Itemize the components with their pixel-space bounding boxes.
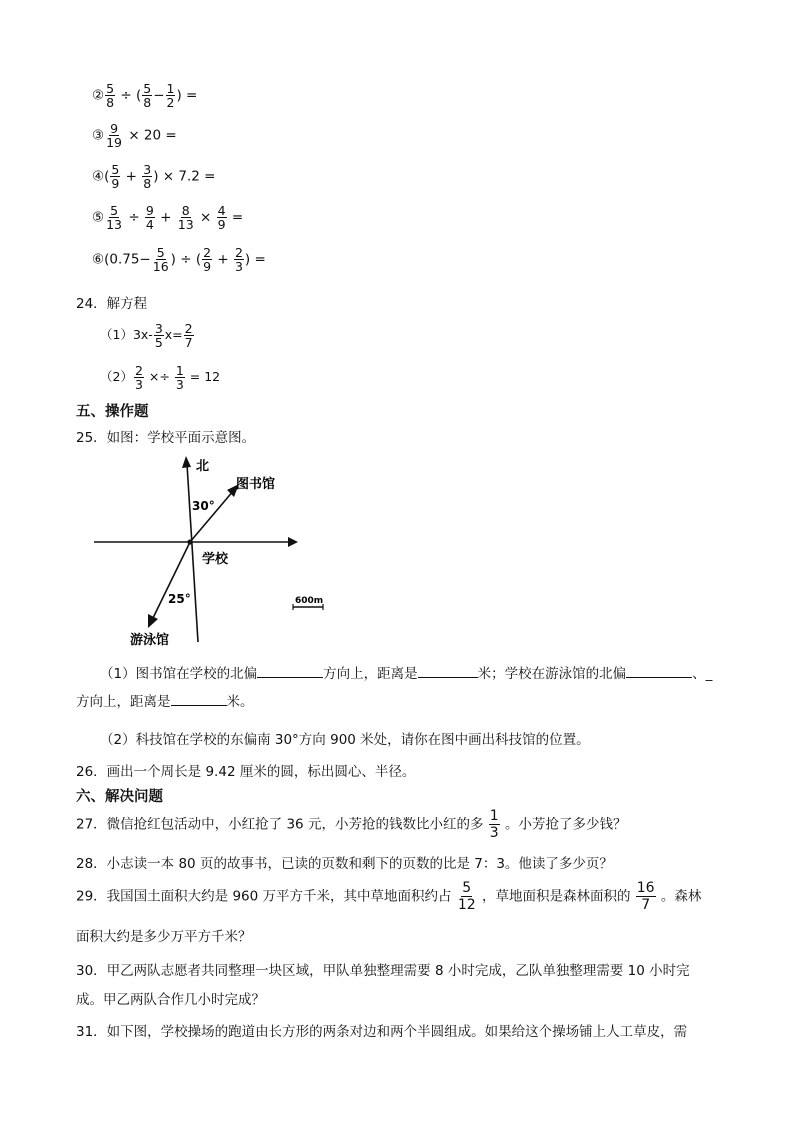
calc-item-6 <box>92 246 266 273</box>
question-25-title <box>76 426 255 446</box>
denominator: 12 <box>457 897 476 913</box>
operator: ÷ <box>128 209 140 226</box>
section-title: 六、解决问题 <box>76 789 163 805</box>
question-text: ，草地面积是森林面积的 <box>481 888 631 905</box>
north-south-axis <box>187 464 198 642</box>
calc-item-3 <box>92 122 177 149</box>
operator: (0.75− <box>104 251 151 268</box>
numerator: 2 <box>184 321 193 336</box>
section-title: 五、操作题 <box>76 404 149 420</box>
question-text: 28．小志读一本 80 页的故事书，已读的页数和剩下的页数的比是 7：3。他读了多少页？ <box>76 856 613 872</box>
numerator: 2 <box>134 363 143 378</box>
school-point <box>187 539 192 544</box>
question-text: （2）科技馆在学校的东偏南 30°方向 900 米处，请你在图中画出科技馆的位置。 <box>100 732 590 748</box>
question-text: 米；学校在游泳馆的北偏 <box>477 666 627 682</box>
question-text: 。森林 <box>660 888 702 905</box>
question-text: 30．甲乙两队志愿者共同整理一块区域，甲队单独整理需要 8 小时完成，乙队单独整理需要 10 小时完 <box>76 963 690 979</box>
numerator: 5 <box>462 880 472 896</box>
question-text: 24．解方程 <box>76 296 148 312</box>
question-text: 方向上，距离是 <box>323 666 418 682</box>
fraction <box>145 204 155 231</box>
denominator: 3 <box>134 377 143 392</box>
numerator: 5 <box>110 203 119 218</box>
item-number: ⑤ <box>92 209 105 226</box>
question-text: 面积大约是多少万平方千米？ <box>76 929 252 945</box>
operator: + <box>125 168 137 185</box>
numerator: 16 <box>636 880 655 896</box>
calc-item-2 <box>92 82 197 109</box>
denominator: 8 <box>143 95 152 110</box>
fraction <box>489 808 500 841</box>
numerator: 1 <box>166 81 175 96</box>
item-number: ③ <box>92 127 105 144</box>
denominator: 7 <box>641 897 651 913</box>
fraction <box>105 122 123 149</box>
fraction <box>184 322 194 349</box>
operator: ) × 7.2 = <box>153 168 216 185</box>
fraction <box>105 82 115 109</box>
angle-25-label: 25° <box>168 592 191 606</box>
denominator: 3 <box>175 377 184 392</box>
fraction <box>110 163 120 190</box>
denominator: 8 <box>106 95 115 110</box>
question-text: 成。甲乙两队合作几小时完成？ <box>76 992 265 1008</box>
operator: ) ÷ ( <box>170 251 202 268</box>
question-31 <box>76 1020 687 1040</box>
calc-item-5 <box>92 204 243 231</box>
fraction <box>152 246 170 273</box>
answer-blank[interactable] <box>418 663 478 678</box>
fraction <box>134 364 144 391</box>
operator: = 12 <box>189 369 221 384</box>
fraction <box>177 204 195 231</box>
operator: × <box>199 209 212 226</box>
fraction <box>175 364 185 391</box>
equation-2 <box>100 364 220 391</box>
answer-blank[interactable] <box>171 691 227 706</box>
question-30-line-1 <box>76 959 690 979</box>
denominator: 9 <box>111 176 120 191</box>
equation-label: （1）3x- <box>100 327 153 342</box>
question-text: 米。 <box>226 694 254 710</box>
numerator: 1 <box>175 363 184 378</box>
equation-1 <box>100 322 195 349</box>
question-text: 。小芳抢了多少钱？ <box>504 816 627 833</box>
question-29-line-2 <box>76 925 252 945</box>
denominator: 9 <box>217 217 226 232</box>
numerator: 9 <box>145 203 154 218</box>
school-label: 学校 <box>202 552 229 567</box>
numerator: 5 <box>106 81 115 96</box>
pool-label: 游泳馆 <box>130 633 170 648</box>
numerator: 5 <box>143 81 152 96</box>
east-arrowhead <box>288 537 298 547</box>
library-direction-line <box>190 490 234 542</box>
operator: × 20 = <box>128 127 177 144</box>
question-text: 31．如下图，学校操场的跑道由长方形的两条对边和两个半圆组成。如果给这个操场铺上人工草皮，需 <box>76 1024 688 1040</box>
pool-direction-line <box>152 542 190 620</box>
denominator: 5 <box>154 335 163 350</box>
operator: ) = <box>176 87 198 104</box>
numerator: 9 <box>110 121 119 136</box>
answer-blank[interactable] <box>257 663 323 678</box>
operator: ) = <box>244 251 266 268</box>
operator: ( <box>104 168 110 185</box>
item-number: ② <box>92 87 105 104</box>
fraction <box>457 880 477 913</box>
angle-30-label: 30° <box>192 499 215 513</box>
numerator: 2 <box>234 245 243 260</box>
question-text: 、_ <box>692 666 713 682</box>
fraction <box>142 82 152 109</box>
denominator: 13 <box>177 217 194 232</box>
fraction <box>217 204 227 231</box>
denominator: 3 <box>489 825 499 841</box>
item-number: ④ <box>92 168 105 185</box>
question-28 <box>76 852 613 872</box>
numerator: 8 <box>181 203 190 218</box>
question-26 <box>76 760 415 780</box>
equation-label: （2） <box>100 369 133 384</box>
numerator: 3 <box>143 162 152 177</box>
question-29-line-1 <box>76 880 701 913</box>
operator: x= <box>164 327 183 342</box>
denominator: 19 <box>106 135 123 150</box>
question-text: 26．画出一个周长是 9.42 厘米的圆，标出圆心、半径。 <box>76 764 416 780</box>
north-label: 北 <box>196 459 210 474</box>
fraction <box>202 246 212 273</box>
question-text: 方向上，距离是 <box>76 694 171 710</box>
calc-item-4 <box>92 163 215 190</box>
answer-blank[interactable] <box>626 663 692 678</box>
question-25-part-2 <box>100 728 590 748</box>
operator: ×÷ <box>148 369 170 384</box>
denominator: 3 <box>234 259 243 274</box>
numerator: 5 <box>111 162 120 177</box>
operator: − <box>153 87 165 104</box>
question-text: 27．微信抢红包活动中，小红抢了 36 元，小芳抢的钱数比小红的多 <box>76 816 484 833</box>
operator: + <box>160 209 172 226</box>
denominator: 7 <box>184 335 193 350</box>
denominator: 16 <box>152 259 169 274</box>
numerator: 3 <box>154 321 163 336</box>
question-text: 25．如图：学校平面示意图。 <box>76 430 256 446</box>
question-30-line-2 <box>76 988 265 1008</box>
question-25-part-1 <box>76 660 756 716</box>
library-label: 图书馆 <box>236 477 276 492</box>
question-27 <box>76 808 626 841</box>
denominator: 9 <box>203 259 212 274</box>
pool-arrowhead <box>148 614 158 628</box>
north-arrowhead <box>182 456 191 468</box>
question-24-title <box>76 292 147 312</box>
item-number: ⑥ <box>92 251 105 268</box>
denominator: 2 <box>166 95 175 110</box>
denominator: 4 <box>145 217 154 232</box>
question-text: 29．我国国土面积大约是 960 万平方千米，其中草地面积约占 <box>76 888 452 905</box>
denominator: 13 <box>106 217 123 232</box>
operator: = <box>231 209 244 226</box>
section-heading-5 <box>76 400 149 421</box>
scale-label: 600m <box>295 596 324 606</box>
fraction <box>234 246 244 273</box>
numerator: 2 <box>203 245 212 260</box>
numerator: 5 <box>156 245 165 260</box>
section-heading-6 <box>76 785 163 806</box>
fraction <box>154 322 164 349</box>
numerator: 1 <box>489 808 499 824</box>
fraction <box>166 82 176 109</box>
numerator: 4 <box>217 203 226 218</box>
denominator: 8 <box>143 176 152 191</box>
operator: + <box>217 251 229 268</box>
school-map-diagram <box>90 450 324 650</box>
fraction <box>105 204 123 231</box>
question-text: （1）图书馆在学校的北偏 <box>100 666 258 682</box>
fraction <box>636 880 656 913</box>
fraction <box>142 163 152 190</box>
operator: ÷ ( <box>120 87 142 104</box>
